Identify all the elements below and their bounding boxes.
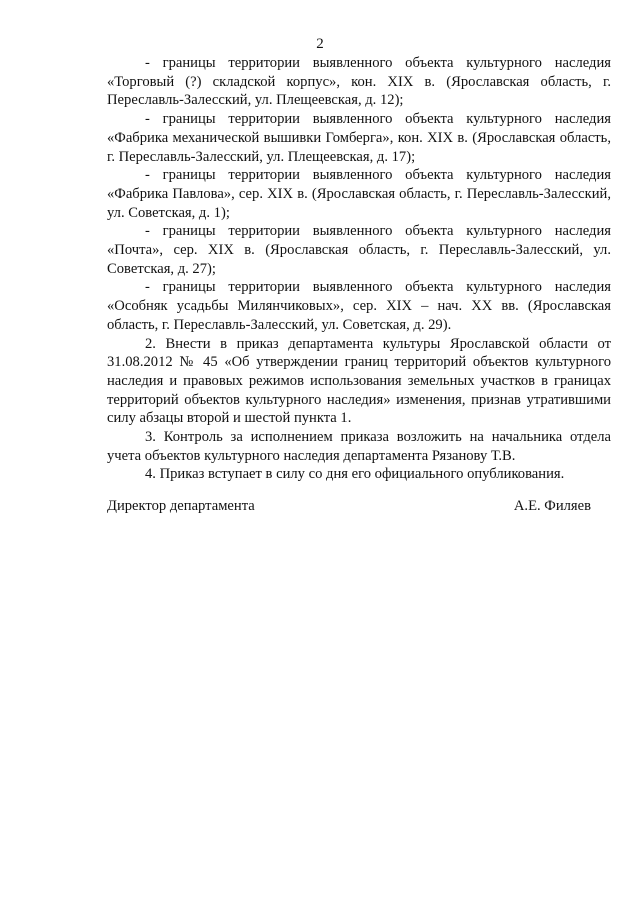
signatory-name: А.Е. Филяев — [513, 498, 591, 514]
paragraph-boundary-gomberg-factory: - границы территории выявленного объекта культурного наследия «Фабрика механической вышивки Гомберга», кон. XIX в. (Ярославская область, г. Переславль-Залесский, ул. Плещеевская, д. 17); — [107, 111, 611, 165]
signatory-role: Директор департамента — [107, 498, 255, 514]
page-number: 2 — [316, 36, 324, 52]
paragraph-boundary-post-office: - границы территории выявленного объекта культурного наследия «Почта», сер. XIX в. (Ярославская область, г. Переславль-Залесский, ул. Советская, д. 27); — [107, 223, 611, 277]
paragraph-item-2-amendment: 2. Внести в приказ департамента культуры Ярославской области от 31.08.2012 № 45 «Об утверждении границ территорий объектов культурного наследия и правовых режимов использования земельных участков в границах территорий объектов культурного наследия» изменения, признав утратившими силу абзацы второй и шестой пункта 1. — [107, 335, 611, 427]
paragraph-boundary-milyanchikov-mansion: - границы территории выявленного объекта культурного наследия «Особняк усадьбы Милянчиковых», сер. XIX – нач. XX вв. (Ярославская область, г. Переславль-Залесский, ул. Советская, д. 29). — [107, 279, 611, 333]
paragraph-boundary-pavlov-factory: - границы территории выявленного объекта культурного наследия «Фабрика Павлова», сер. XIX в. (Ярославская область, г. Переславль-Залесский, ул. Советская, д. 1); — [107, 167, 611, 221]
paragraph-item-4-effective: 4. Приказ вступает в силу со дня его официального опубликования. — [145, 466, 565, 483]
paragraph-item-3-control: 3. Контроль за исполнением приказа возложить на начальника отдела учета объектов культурного наследия департамента Рязанову Т.В. — [107, 429, 611, 464]
document-body — [107, 54, 611, 484]
paragraph-boundary-trade-warehouse: - границы территории выявленного объекта культурного наследия «Торговый (?) складской корпус», кон. XIX в. (Ярославская область, г. Переславль-Залесский, ул. Плещеевская, д. 12); — [107, 55, 611, 109]
